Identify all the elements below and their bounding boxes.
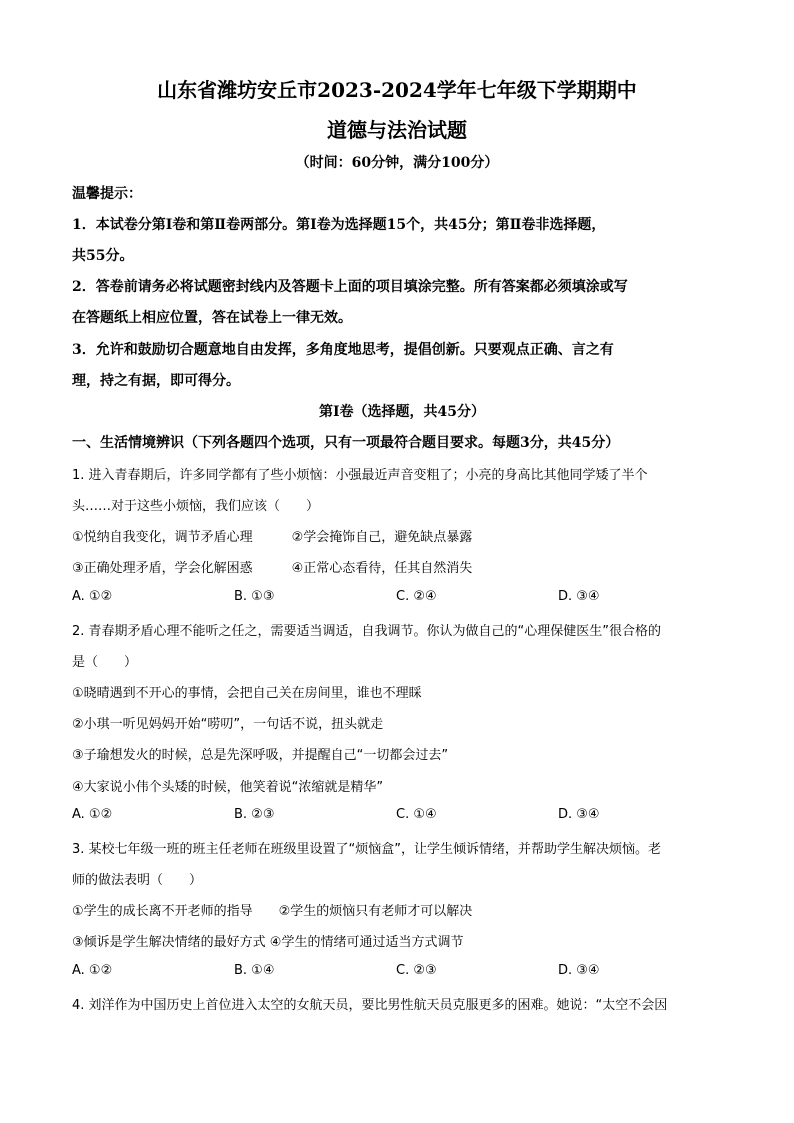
question-2-item-2: ②小琪一听见妈妈开始“唠叨”，一句话不说，扭头就走 [72, 717, 384, 732]
question-1-item-row-2: ③正确处理矛盾，学会化解困惑 ④正常心态看待，任其自然消失 [72, 561, 473, 576]
tip-2-line-2: 在答题纸上相应位置，答在试卷上一律无效。 [72, 310, 352, 326]
option-b: B. ①④ [234, 963, 275, 978]
question-1-stem-line-2: 头……对于这些小烦恼，我们应该（ ） [72, 499, 320, 514]
question-2-item-4: ④大家说小伟个头矮的时候，他笑着说“浓缩就是精华” [72, 780, 384, 795]
question-2-stem-line-2: 是（ ） [72, 655, 138, 670]
option-c: C. ②③ [396, 963, 437, 978]
question-4-stem-line-1: 4. 刘洋作为中国历史上首位进入太空的女航天员，要比男性航天员克服更多的困难。她说：“太空不会因 [72, 998, 668, 1013]
question-3-stem-line-1: 3. 某校七年级一班的班主任老师在班级里设置了“烦恼盒”，让学生倾诉情绪，并帮助学生解决烦恼。老 [72, 842, 662, 857]
exam-title: 山东省潍坊安丘市2023-2024学年七年级下学期期中 [157, 78, 637, 102]
time-limit-line: （时间：60分钟，满分100分） [295, 155, 499, 171]
question-3-item-row-1: ①学生的成长离不开老师的指导 ②学生的烦恼只有老师才可以解决 [72, 904, 473, 919]
part-title: 一、生活情境辨识（下列各题四个选项，只有一项最符合题目要求。每题3分，共45分） [72, 435, 620, 451]
tip-2-line-1: 2．答卷前请务必将试题密封线内及答题卡上面的项目填涂完整。所有答案都必须填涂或写 [72, 279, 628, 295]
tip-3-line-2: 理，持之有据，即可得分。 [72, 373, 240, 389]
option-d: D. ③④ [558, 963, 600, 978]
option-a: A. ①② [72, 963, 113, 978]
tip-1-line-1: 1．本试卷分第Ⅰ卷和第Ⅱ卷两部分。第Ⅰ卷为选择题15个，共45分；第Ⅱ卷非选择题， [72, 217, 606, 233]
option-c: C. ②④ [396, 589, 437, 604]
option-b: B. ①③ [234, 589, 275, 604]
question-3-stem-line-2: 师的做法表明（ ） [72, 873, 203, 888]
tip-3-line-1: 3．允许和鼓励切合题意地自由发挥，多角度地思考，提倡创新。只要观点正确、言之有 [72, 342, 614, 358]
exam-subject-title: 道德与法治试题 [327, 118, 467, 142]
question-1-stem-line-1: 1. 进入青春期后，许多同学都有了些小烦恼：小强最近声音变粗了；小亮的身高比其他同学矮了半个 [72, 468, 648, 483]
question-3-item-row-2: ③倾诉是学生解决情绪的最好方式 ④学生的情绪可通过适当方式调节 [72, 935, 464, 950]
option-b: B. ②③ [234, 807, 275, 822]
question-1-item-row-1: ①悦纳自我变化，调节矛盾心理 ②学会掩饰自己，避免缺点暴露 [72, 530, 473, 545]
volume-title: 第Ⅰ卷（选择题，共45分） [318, 404, 486, 420]
option-a: A. ①② [72, 807, 113, 822]
question-2-item-3: ③子瑜想发火的时候，总是先深呼吸，并提醒自己“一切都会过去” [72, 748, 449, 763]
question-2-stem-line-1: 2. 青春期矛盾心理不能听之任之，需要适当调适，自我调节。你认为做自己的“心理保健医生”很合格的 [72, 624, 662, 639]
tips-heading: 温馨提示： [72, 186, 142, 202]
tip-1-line-2: 共55分。 [72, 248, 134, 264]
option-d: D. ③④ [558, 589, 600, 604]
option-c: C. ①④ [396, 807, 437, 822]
option-a: A. ①② [72, 589, 113, 604]
option-d: D. ③④ [558, 807, 600, 822]
question-2-item-1: ①晓晴遇到不开心的事情，会把自己关在房间里，谁也不理睬 [72, 686, 422, 701]
